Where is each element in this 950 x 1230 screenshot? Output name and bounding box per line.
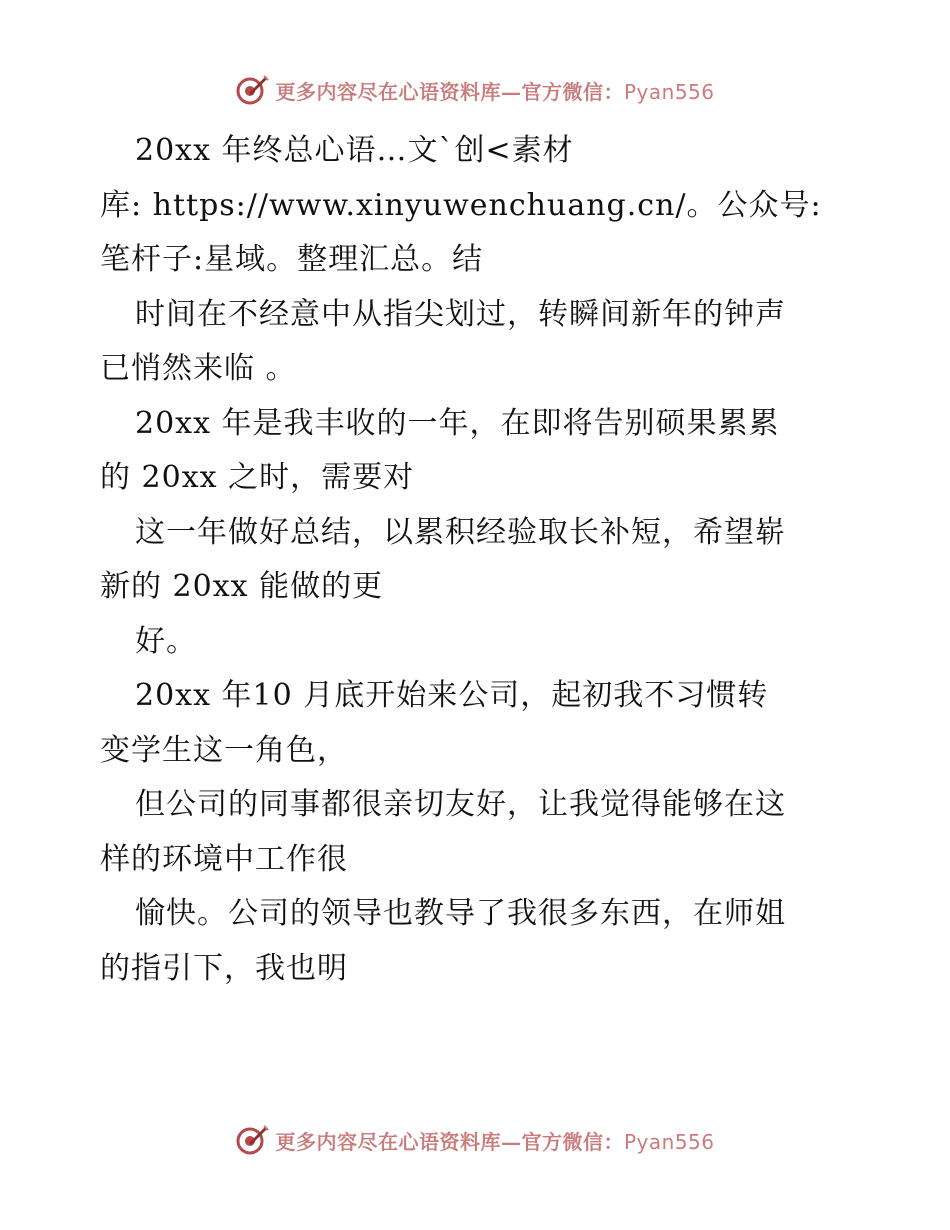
- wechat-id: Pyan556: [623, 79, 715, 104]
- footer-watermark: [0, 1120, 950, 1160]
- watermark-text: 更多内容尽在心语资料库—官方微信：Pyan556: [275, 79, 715, 104]
- text-line: 的 20xx 之时，需要对: [100, 460, 415, 495]
- text-line: 新的 20xx 能做的更: [100, 569, 384, 604]
- text-line: 时间在不经意中从指尖划过，转瞬间新年的钟声: [135, 296, 786, 332]
- text-line: 20xx 年10 月底开始来公司，起初我不习惯转: [135, 678, 769, 713]
- text-line: 已悄然来临 。: [100, 351, 297, 386]
- text-line: 愉快。公司的领导也教导了我很多东西，在师姐: [135, 896, 786, 931]
- text-line: 样的环境中工作很: [100, 841, 348, 877]
- paragraph: [100, 124, 860, 996]
- text-line: 20xx 年是我丰收的一年，在即将告别硕果累累: [135, 405, 780, 441]
- wechat-id: Pyan556: [623, 1129, 715, 1154]
- text-line: 20xx 年终总心语…文`创<素材: [135, 133, 574, 168]
- text-line: 库: https://www.xinyuwenchuang.cn/。公众号:: [100, 187, 822, 223]
- text-line: 这一年做好总结，以累积经验取长补短，希望崭: [135, 514, 786, 550]
- text-line: 变学生这一角色，: [100, 732, 348, 768]
- text-line: 的指引下，我也明: [100, 950, 348, 986]
- quill-pen-seal-icon: [235, 73, 269, 107]
- text-line: 但公司的同事都很亲切友好，让我觉得能够在这: [135, 787, 786, 822]
- header-watermark: [0, 70, 950, 110]
- text-line: 笔杆子:星域。整理汇总。结: [100, 242, 484, 277]
- quill-pen-seal-icon: [235, 1123, 269, 1157]
- document-body: [100, 124, 860, 996]
- watermark-text: 更多内容尽在心语资料库—官方微信：Pyan556: [275, 1129, 715, 1154]
- text-line: 好。: [135, 623, 197, 659]
